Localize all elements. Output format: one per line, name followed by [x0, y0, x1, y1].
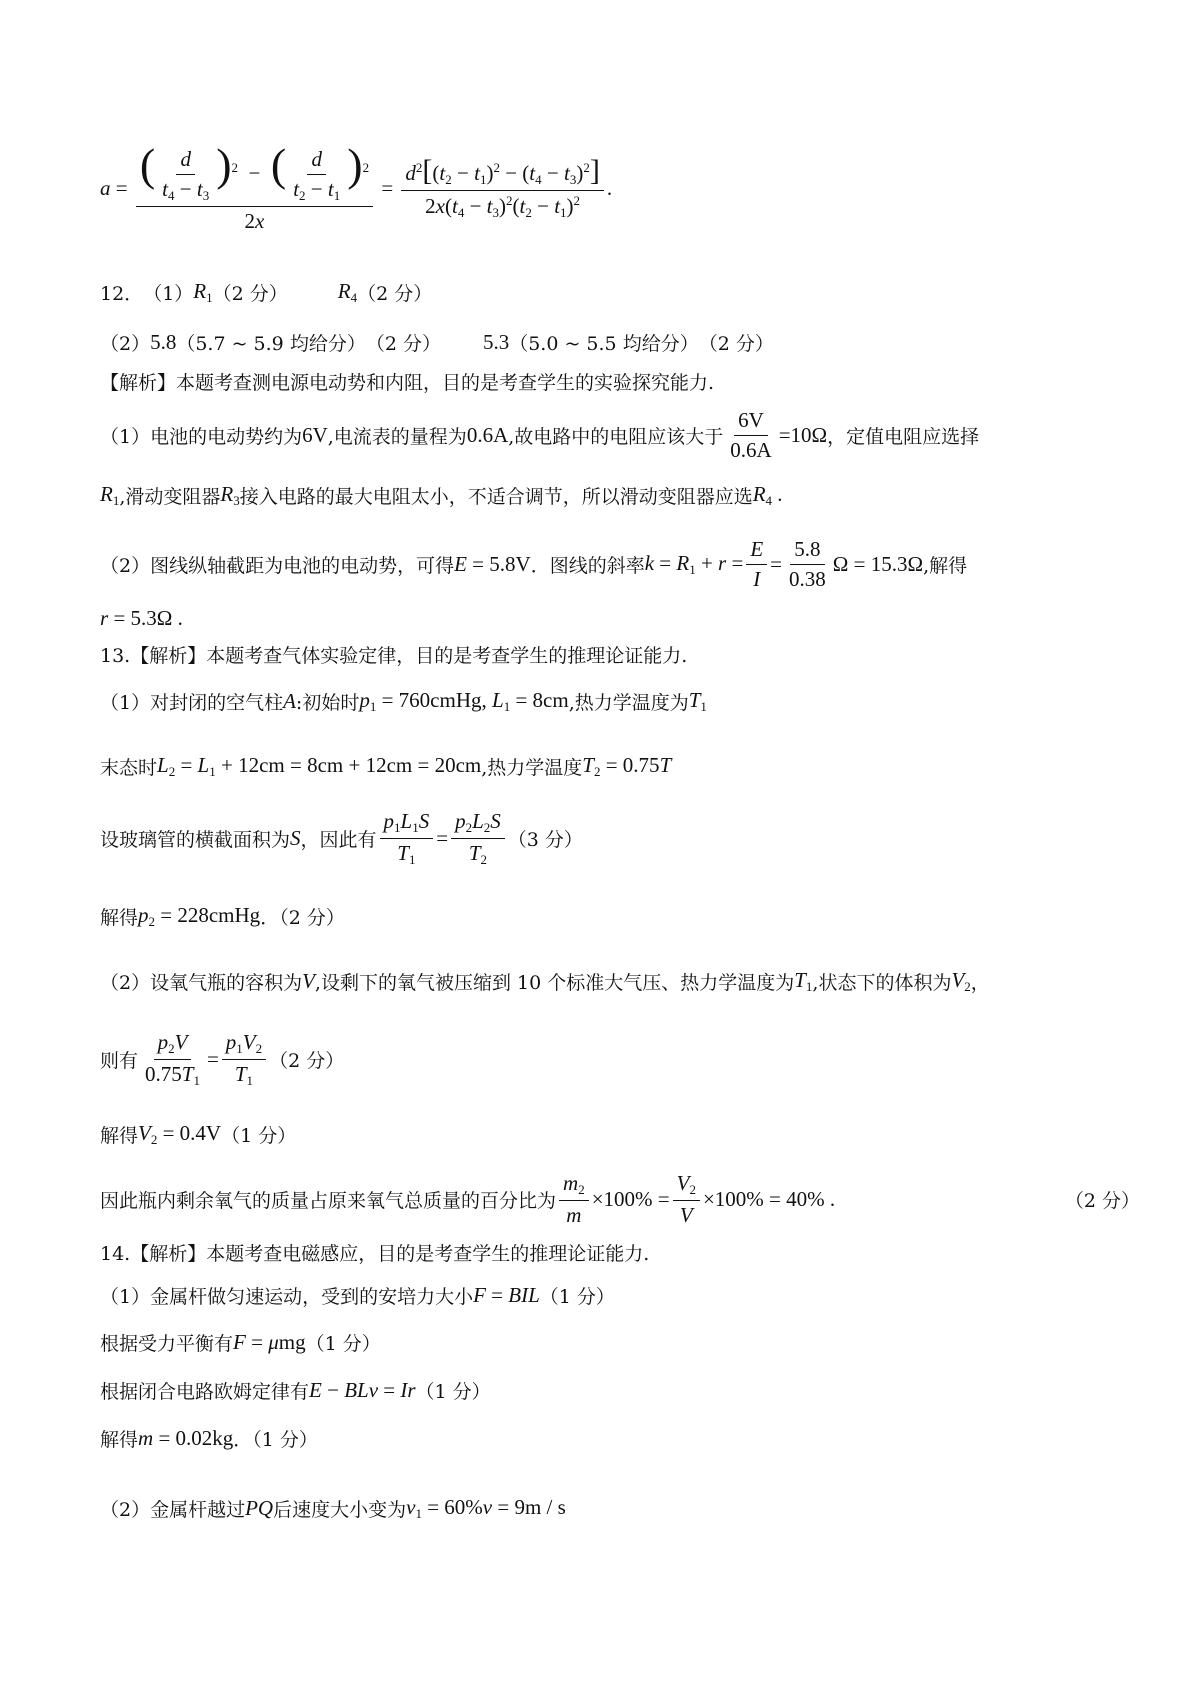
q14-analysis-heading: 14.【解析】本题考查电磁感应，目的是考查学生的推理论证能力. [100, 1242, 650, 1265]
q14-part2-line-1: （2）金属杆越过 PQ 后速度大小变为 $v_1 = 60\%v = 9m / s$ [100, 1494, 566, 1521]
q14-part1-line-1: （1）金属杆做匀速运动，受到的安培力大小 F = BIL （1 分） [100, 1282, 615, 1308]
q13-part2-line-2: 则有 $\frac{p_2V}{0.75T_1}$ = $\frac{p_1V_2}{T_1}$ （2 分） [100, 1029, 345, 1088]
q12-part1-line-2: $R_1$ ,滑动变阻器 $R_3$ 接入电路的最大电阻太小，不适合调节，所以滑动变阻器应选 $R_4$ . [100, 481, 783, 508]
q13-analysis-heading: 13.【解析】本题考查气体实验定律，目的是考查学生的推理论证能力. [100, 644, 688, 667]
q14-part1-line-2: 根据受力平衡有 F = μmg （1 分） [100, 1329, 381, 1355]
q13-part2-line-3: 解得 $V_2 = 0.4V$ （1 分） [100, 1120, 297, 1147]
q13-part2-line-1: （2）设氧气瓶的容积为 V ,设剩下的氧气被压缩到 10 个标准大气压、热力学温度为 $T_1$ ,状态下的体积为 $V_2$ ， [100, 967, 990, 994]
q12-part2-line-2: r = 5.3Ω . [100, 605, 183, 630]
q14-part1-line-4: 解得 m = 0.02kg ．（1 分） [100, 1425, 318, 1451]
q13-part2-line-4: 因此瓶内剩余氧气的质量占原来氧气总质量的百分比为 $\frac{m_2}{m}$ ×100% = $\frac{V_2}{V}$ ×100% = 40% . （2 分） [100, 1170, 1140, 1227]
q13-part1-line-4: 解得 $p_2$ = 228cmHg ．（2 分） [100, 902, 345, 929]
formula-acceleration: a = ( $\frac{d}{t_4 - t_3}$ )$^2$ − ( $\frac{d}{t_2 - t_1}$ )$^2$ 2x = $\frac{d^2[(t_2 - t_1)^2 - (t_4 - t_3)^2]}{2x(t_4 - t_3)^2(t_2 - t_1)^2}$ . [100, 139, 613, 233]
q12-analysis-heading: 【解析】本题考查测电源电动势和内阻，目的是考查学生的实验探究能力. [100, 371, 715, 394]
q14-part1-line-3: 根据闭合电路欧姆定律有 E − BLv = Ir （1 分） [100, 1377, 491, 1403]
question-number: 12． [100, 282, 144, 305]
q12-answer-line-1: 12． （1） $R_1$ （2 分） $R_4$ （2 分） [100, 278, 433, 305]
q12-answer-line-2: （2） 5.8 （5.7 ~ 5.9 均给分） （2 分） 5.3 （5.0 ~ 5.5 均给分） （2 分） [100, 329, 774, 355]
q13-part1-line-2: 末态时 $L_2 = L_1 + 12cm = 8cm + 12cm = 20cm$ ,热力学温度 $T_2 = 0.75T$ [100, 752, 672, 779]
q12-part2-line-1: （2）图线纵轴截距为电池的电动势，可得 E = 5.8V ．图线的斜率 $k = R_1 + r$ = $\frac{E}{I}$ = $\frac{5.8}{0.38}$ Ω = 15.3Ω ,解得 [100, 536, 968, 591]
q13-part1-line-1: （1）对封闭的空气柱 A :初始时 $p_1$ = 760cmHg, $L_1 = 8cm$ ,热力学温度为 $T_1$ [100, 687, 707, 714]
q12-part1-line-1: （1）电池的电动势约为 6V ,电流表的量程为 0.6A ,故电路中的电阻应该大于 $\frac{6V}{0.6A}$ =10Ω ，定值电阻应选择 [100, 407, 980, 462]
q13-part1-line-3: 设玻璃管的横截面积为 S ，因此有 $\frac{p_1L_1S}{T_1}$ = $\frac{p_2L_2S}{T_2}$ （3 分） [100, 808, 583, 867]
